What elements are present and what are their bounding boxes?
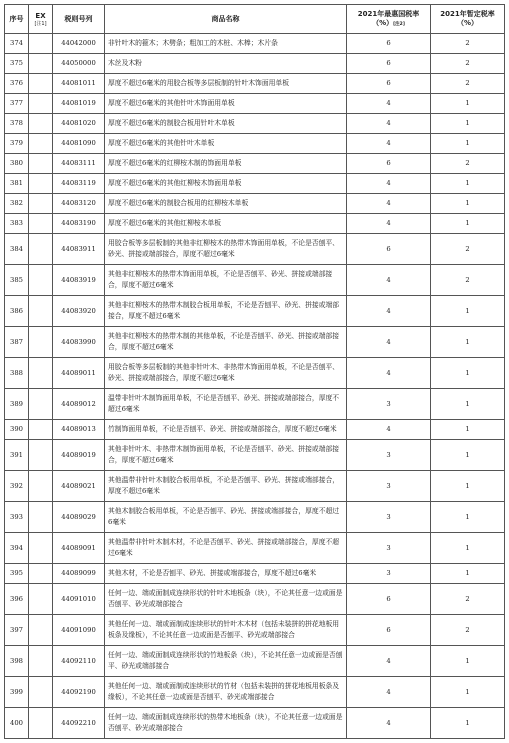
cell-name: 厚度不超过6毫米的制胶合板用的红柳桉木单板: [105, 194, 347, 214]
cell-provisional-rate: 2: [431, 54, 505, 74]
cell-mfn-rate: 4: [347, 646, 431, 677]
cell-code: 44083111: [53, 154, 105, 174]
cell-mfn-rate: 6: [347, 584, 431, 615]
cell-provisional-rate: 1: [431, 174, 505, 194]
cell-ex: [29, 154, 53, 174]
cell-name: 厚度不超过6毫米的红柳桉木制的饰面用单板: [105, 154, 347, 174]
header-mfn-unit: （%）: [372, 18, 394, 27]
cell-mfn-rate: 3: [347, 471, 431, 502]
cell-name: 其他非红柳桉木的热带木制的其他单板，不论是否刨平、砂光、拼接或端部接合，厚度不超过6毫米: [105, 327, 347, 358]
cell-name: 其他木材，不论是否刨平、砂光、拼接或端部接合，厚度不超过6毫米: [105, 564, 347, 584]
table-row: [5, 114, 505, 134]
cell-mfn-rate: 6: [347, 615, 431, 646]
cell-name: 厚度不超过6毫米的其他红柳桉木饰面用单板: [105, 174, 347, 194]
cell-code: 44081090: [53, 134, 105, 154]
cell-provisional-rate: 1: [431, 440, 505, 471]
cell-code: 44083120: [53, 194, 105, 214]
cell-code: 44083920: [53, 296, 105, 327]
cell-seq: 393: [5, 502, 29, 533]
cell-code: 44089013: [53, 420, 105, 440]
table-row: [5, 677, 505, 708]
cell-seq: 400: [5, 708, 29, 739]
header-ex-note: [注1]: [34, 20, 47, 27]
cell-ex: [29, 584, 53, 615]
cell-code: 44089011: [53, 358, 105, 389]
cell-mfn-rate: 4: [347, 327, 431, 358]
header-mfn-note: [注2]: [393, 21, 405, 27]
cell-ex: [29, 34, 53, 54]
cell-code: 44081020: [53, 114, 105, 134]
cell-provisional-rate: 2: [431, 265, 505, 296]
cell-mfn-rate: 3: [347, 440, 431, 471]
table-row: [5, 646, 505, 677]
cell-seq: 390: [5, 420, 29, 440]
cell-name: 任何一边、端或面制成连续形状的热带木地板条（块），不论其任意一边或面是否刨平、砂光或端部接合: [105, 708, 347, 739]
cell-seq: 387: [5, 327, 29, 358]
cell-ex: [29, 677, 53, 708]
cell-seq: 388: [5, 358, 29, 389]
cell-ex: [29, 134, 53, 154]
table-row: [5, 502, 505, 533]
cell-seq: 383: [5, 214, 29, 234]
cell-ex: [29, 327, 53, 358]
table-row: [5, 389, 505, 420]
cell-mfn-rate: 3: [347, 564, 431, 584]
cell-seq: 384: [5, 234, 29, 265]
cell-code: 44083911: [53, 234, 105, 265]
table-header-row: [5, 5, 505, 34]
cell-ex: [29, 708, 53, 739]
header-seq: 序号: [5, 5, 29, 34]
table-row: [5, 74, 505, 94]
cell-code: 44089012: [53, 389, 105, 420]
cell-provisional-rate: 1: [431, 358, 505, 389]
table-row: [5, 440, 505, 471]
cell-code: 44081011: [53, 74, 105, 94]
table-row: [5, 296, 505, 327]
cell-seq: 376: [5, 74, 29, 94]
cell-seq: 392: [5, 471, 29, 502]
cell-name: 厚度不超过6毫米的其他针叶木单板: [105, 134, 347, 154]
header-tmp: [431, 5, 505, 34]
cell-code: 44050000: [53, 54, 105, 74]
cell-ex: [29, 440, 53, 471]
table-row: [5, 154, 505, 174]
cell-seq: 391: [5, 440, 29, 471]
table-row: [5, 54, 505, 74]
cell-ex: [29, 94, 53, 114]
cell-code: 44091010: [53, 584, 105, 615]
cell-ex: [29, 502, 53, 533]
cell-name: 非针叶木的箍木；木劈条；粗加工的木桩、木棒；木片条: [105, 34, 347, 54]
cell-ex: [29, 296, 53, 327]
table-row: [5, 34, 505, 54]
cell-mfn-rate: 6: [347, 234, 431, 265]
cell-ex: [29, 615, 53, 646]
cell-provisional-rate: 1: [431, 114, 505, 134]
table-row: [5, 327, 505, 358]
cell-mfn-rate: 4: [347, 94, 431, 114]
cell-ex: [29, 234, 53, 265]
table-row: [5, 265, 505, 296]
cell-seq: 377: [5, 94, 29, 114]
cell-ex: [29, 358, 53, 389]
cell-name: 厚度不超过6毫米的用胶合板等多层板制的针叶木饰面用单板: [105, 74, 347, 94]
cell-code: 44083190: [53, 214, 105, 234]
cell-ex: [29, 533, 53, 564]
header-tmp-label: 2021年暂定税率: [440, 10, 495, 18]
cell-seq: 389: [5, 389, 29, 420]
table-row: [5, 615, 505, 646]
cell-provisional-rate: 1: [431, 471, 505, 502]
cell-name: 其他温带非针叶木制木材，不论是否刨平、砂光、拼接或端部接合，厚度不超过6毫米: [105, 533, 347, 564]
cell-provisional-rate: 1: [431, 708, 505, 739]
cell-provisional-rate: 2: [431, 234, 505, 265]
cell-name: 任何一边、端或面制成连续形状的竹地板条（块），不论其任意一边或面是否刨平、砂光或端部接合: [105, 646, 347, 677]
cell-code: 44089019: [53, 440, 105, 471]
cell-seq: 385: [5, 265, 29, 296]
cell-provisional-rate: 2: [431, 154, 505, 174]
cell-seq: 379: [5, 134, 29, 154]
cell-provisional-rate: 1: [431, 502, 505, 533]
cell-name: 其他非红柳桉木的热带木饰面用单板，不论是否刨平、砂光、拼接或端部接合，厚度不超过6毫米: [105, 265, 347, 296]
cell-name: 其他温带非针叶木制胶合板用单板，不论是否刨平、砂光、拼接或端部接合，厚度不超过6毫米: [105, 471, 347, 502]
cell-provisional-rate: 1: [431, 389, 505, 420]
cell-ex: [29, 74, 53, 94]
cell-seq: 386: [5, 296, 29, 327]
cell-mfn-rate: 4: [347, 677, 431, 708]
cell-code: 44089099: [53, 564, 105, 584]
cell-code: 44092190: [53, 677, 105, 708]
tariff-table: [4, 4, 505, 739]
table-body: [5, 34, 505, 739]
header-mfn-label: 2021年最惠国税率: [357, 9, 420, 18]
cell-mfn-rate: 3: [347, 533, 431, 564]
table-row: [5, 564, 505, 584]
cell-code: 44083919: [53, 265, 105, 296]
cell-ex: [29, 471, 53, 502]
cell-code: 44081019: [53, 94, 105, 114]
cell-seq: 382: [5, 194, 29, 214]
cell-mfn-rate: 4: [347, 358, 431, 389]
cell-name: 温带非针叶木制饰面用单板，不论是否刨平、砂光、拼接或端部接合，厚度不超过6毫米: [105, 389, 347, 420]
cell-code: 44089021: [53, 471, 105, 502]
cell-ex: [29, 265, 53, 296]
cell-mfn-rate: 4: [347, 134, 431, 154]
cell-mfn-rate: 4: [347, 708, 431, 739]
cell-name: 用胶合板等多层板制的其他非针叶木、非热带木饰面用单板，不论是否刨平、砂光、拼接或端部接合，厚度不超过6毫米: [105, 358, 347, 389]
table-row: [5, 358, 505, 389]
table-row: [5, 420, 505, 440]
cell-name: 其他非针叶木、非热带木制饰面用单板，不论是否刨平、砂光、拼接或端部接合，厚度不超过6毫米: [105, 440, 347, 471]
cell-provisional-rate: 1: [431, 564, 505, 584]
cell-provisional-rate: 2: [431, 584, 505, 615]
cell-name: 竹制饰面用单板，不论是否刨平、砂光、拼接或端部接合，厚度不超过6毫米: [105, 420, 347, 440]
cell-name: 用胶合板等多层板制的其他非红柳桉木的热带木饰面用单板，不论是否刨平、砂光、拼接或端部接合，厚度不超过6毫米: [105, 234, 347, 265]
cell-mfn-rate: 6: [347, 74, 431, 94]
table-row: [5, 94, 505, 114]
cell-name: 其他任何一边、端或面制成连续形状的针叶木木材（包括未装拼的拼花地板用板条及缘板），不论其任意一边或面是否刨平、砂光或端部接合: [105, 615, 347, 646]
table-row: [5, 194, 505, 214]
header-code: 税则号列: [53, 5, 105, 34]
cell-ex: [29, 564, 53, 584]
cell-code: 44091090: [53, 615, 105, 646]
cell-code: 44083990: [53, 327, 105, 358]
cell-provisional-rate: 1: [431, 134, 505, 154]
cell-seq: 380: [5, 154, 29, 174]
table-row: [5, 174, 505, 194]
cell-mfn-rate: 4: [347, 114, 431, 134]
header-tmp-unit: （%）: [456, 19, 478, 27]
cell-mfn-rate: 4: [347, 420, 431, 440]
cell-provisional-rate: 1: [431, 94, 505, 114]
cell-name: 其他任何一边、端或面制成连续形状的竹材（包括未装拼的拼花地板用板条及缘板），不论其任意一边或面是否刨平、砂光或端部接合: [105, 677, 347, 708]
cell-provisional-rate: 1: [431, 194, 505, 214]
cell-seq: 375: [5, 54, 29, 74]
cell-seq: 398: [5, 646, 29, 677]
cell-mfn-rate: 4: [347, 214, 431, 234]
table-row: [5, 708, 505, 739]
cell-name: 任何一边、端或面制成连续形状的针叶木地板条（块），不论其任意一边或面是否刨平、砂光或端部接合: [105, 584, 347, 615]
cell-ex: [29, 389, 53, 420]
cell-provisional-rate: 2: [431, 74, 505, 94]
cell-provisional-rate: 1: [431, 296, 505, 327]
cell-code: 44083119: [53, 174, 105, 194]
cell-seq: 399: [5, 677, 29, 708]
cell-code: 44089091: [53, 533, 105, 564]
cell-seq: 396: [5, 584, 29, 615]
cell-mfn-rate: 4: [347, 194, 431, 214]
cell-code: 44042000: [53, 34, 105, 54]
cell-ex: [29, 646, 53, 677]
cell-name: 厚度不超过6毫米的其他红柳桉木单板: [105, 214, 347, 234]
cell-ex: [29, 194, 53, 214]
table-row: [5, 533, 505, 564]
table-row: [5, 584, 505, 615]
cell-mfn-rate: 3: [347, 502, 431, 533]
cell-name: 厚度不超过6毫米的其他针叶木饰面用单板: [105, 94, 347, 114]
cell-mfn-rate: 6: [347, 34, 431, 54]
cell-ex: [29, 114, 53, 134]
cell-provisional-rate: 1: [431, 420, 505, 440]
cell-name: 其他木制胶合板用单板，不论是否刨平、砂光、拼接或端部接合，厚度不超过6毫米: [105, 502, 347, 533]
cell-name: 木丝及木粉: [105, 54, 347, 74]
cell-seq: 381: [5, 174, 29, 194]
cell-mfn-rate: 6: [347, 154, 431, 174]
table-row: [5, 134, 505, 154]
cell-provisional-rate: 1: [431, 646, 505, 677]
cell-ex: [29, 214, 53, 234]
table-row: [5, 214, 505, 234]
cell-code: 44092110: [53, 646, 105, 677]
header-ex-label: EX: [35, 11, 46, 20]
cell-code: 44089029: [53, 502, 105, 533]
cell-mfn-rate: 4: [347, 265, 431, 296]
cell-name: 其他非红柳桉木的热带木制胶合板用单板，不论是否刨平、砂光、拼接或端部接合，厚度不超过6毫米: [105, 296, 347, 327]
cell-seq: 397: [5, 615, 29, 646]
cell-mfn-rate: 3: [347, 389, 431, 420]
cell-name: 厚度不超过6毫米的制胶合板用针叶木单板: [105, 114, 347, 134]
cell-provisional-rate: 1: [431, 677, 505, 708]
cell-mfn-rate: 4: [347, 174, 431, 194]
cell-mfn-rate: 6: [347, 54, 431, 74]
cell-provisional-rate: 2: [431, 34, 505, 54]
cell-seq: 395: [5, 564, 29, 584]
cell-provisional-rate: 1: [431, 214, 505, 234]
cell-provisional-rate: 1: [431, 327, 505, 358]
table-row: [5, 471, 505, 502]
cell-ex: [29, 420, 53, 440]
cell-provisional-rate: 1: [431, 533, 505, 564]
header-mfn: [347, 5, 431, 34]
cell-ex: [29, 54, 53, 74]
cell-seq: 378: [5, 114, 29, 134]
cell-ex: [29, 174, 53, 194]
header-name: 商品名称: [105, 5, 347, 34]
cell-mfn-rate: 4: [347, 296, 431, 327]
table-row: [5, 234, 505, 265]
cell-seq: 374: [5, 34, 29, 54]
cell-provisional-rate: 2: [431, 615, 505, 646]
header-ex: [29, 5, 53, 34]
cell-code: 44092210: [53, 708, 105, 739]
cell-seq: 394: [5, 533, 29, 564]
